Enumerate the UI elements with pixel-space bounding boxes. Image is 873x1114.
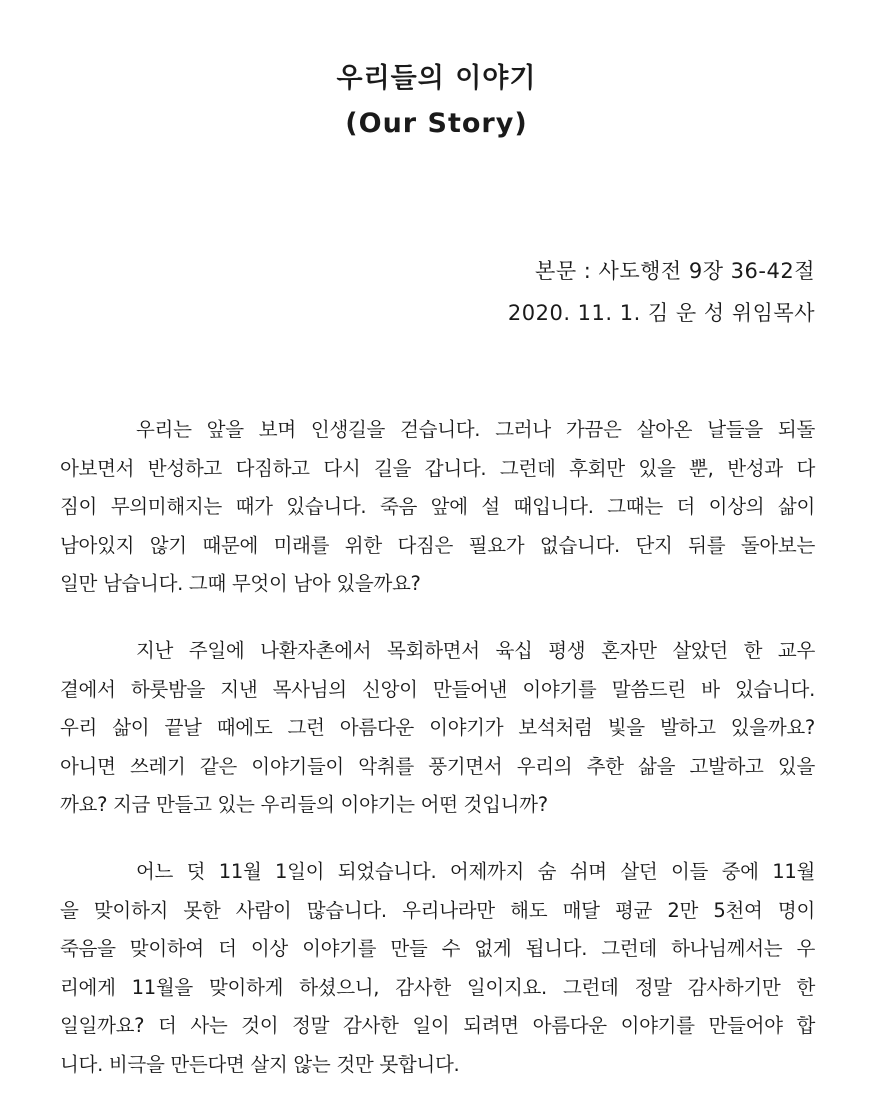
paragraph-2 <box>60 632 815 825</box>
date-and-preacher: 2020. 11. 1. 김 운 성 위임목사 <box>507 301 815 325</box>
paragraph-line: 아니면 쓰레기 같은 이야기들이 악취를 풍기면서 우리의 추한 삶을 고발하고 있을 <box>60 754 815 778</box>
paragraph-1 <box>60 411 815 604</box>
sermon-subtitle: (Our Story) <box>345 108 528 139</box>
paragraph-line: 리에게 11월을 맞이하게 하셨으니, 감사한 일이지요. 그런데 정말 감사하기만 한 <box>60 975 815 999</box>
paragraph-line: 아보면서 반성하고 다짐하고 다시 길을 갑니다. 그런데 후회만 있을 뿐, 반성과 다 <box>60 456 815 480</box>
paragraph-line: 지난 주일에 나환자촌에서 목회하면서 육십 평생 혼자만 살았던 한 교우 <box>136 639 815 662</box>
paragraph-line: 어느 덧 11월 1일이 되었습니다. 어제까지 숨 쉬며 살던 이들 중에 11월 <box>136 860 815 883</box>
paragraph-line: 을 맞이하지 못한 사람이 많습니다. 우리나라만 해도 매달 평균 2만 5천여 명이 <box>60 898 815 922</box>
paragraph-line: 우리는 앞을 보며 인생길을 걷습니다. 그러나 가끔은 살아온 날들을 되돌 <box>136 418 815 441</box>
paragraph-line: 곁에서 하룻밤을 지낸 목사님의 신앙이 만들어낸 이야기를 말씀드린 바 있습니다. <box>60 677 815 701</box>
paragraph-line: 일일까요? 더 사는 것이 정말 감사한 일이 되려면 아름다운 이야기를 만들어야 합 <box>60 1014 815 1037</box>
paragraph-line: 죽음을 맞이하여 더 이상 이야기를 만들 수 없게 됩니다. 그런데 하나님께서는 우 <box>60 937 815 960</box>
paragraph-line: 까요? 지금 만들고 있는 우리들의 이야기는 어떤 것입니까? <box>60 793 548 816</box>
paragraph-line: 남아있지 않기 때문에 미래를 위한 다짐은 필요가 없습니다. 단지 뒤를 돌아보는 <box>60 533 815 557</box>
sermon-title: 우리들의 이야기 <box>336 63 537 94</box>
paragraph-line: 짐이 무의미해지는 때가 있습니다. 죽음 앞에 설 때입니다. 그때는 더 이상의 삶이 <box>60 495 815 518</box>
paragraph-3 <box>60 853 815 1084</box>
scripture-reference: 본문 : 사도행전 9장 36-42절 <box>535 259 815 283</box>
paragraph-line: 우리 삶이 끝날 때에도 그런 아름다운 이야기가 보석처럼 빛을 발하고 있을까요? <box>60 716 815 739</box>
paragraph-line: 니다. 비극을 만든다면 살지 않는 것만 못합니다. <box>60 1052 460 1076</box>
paragraph-line: 일만 남습니다. 그때 무엇이 남아 있을까요? <box>60 572 421 595</box>
